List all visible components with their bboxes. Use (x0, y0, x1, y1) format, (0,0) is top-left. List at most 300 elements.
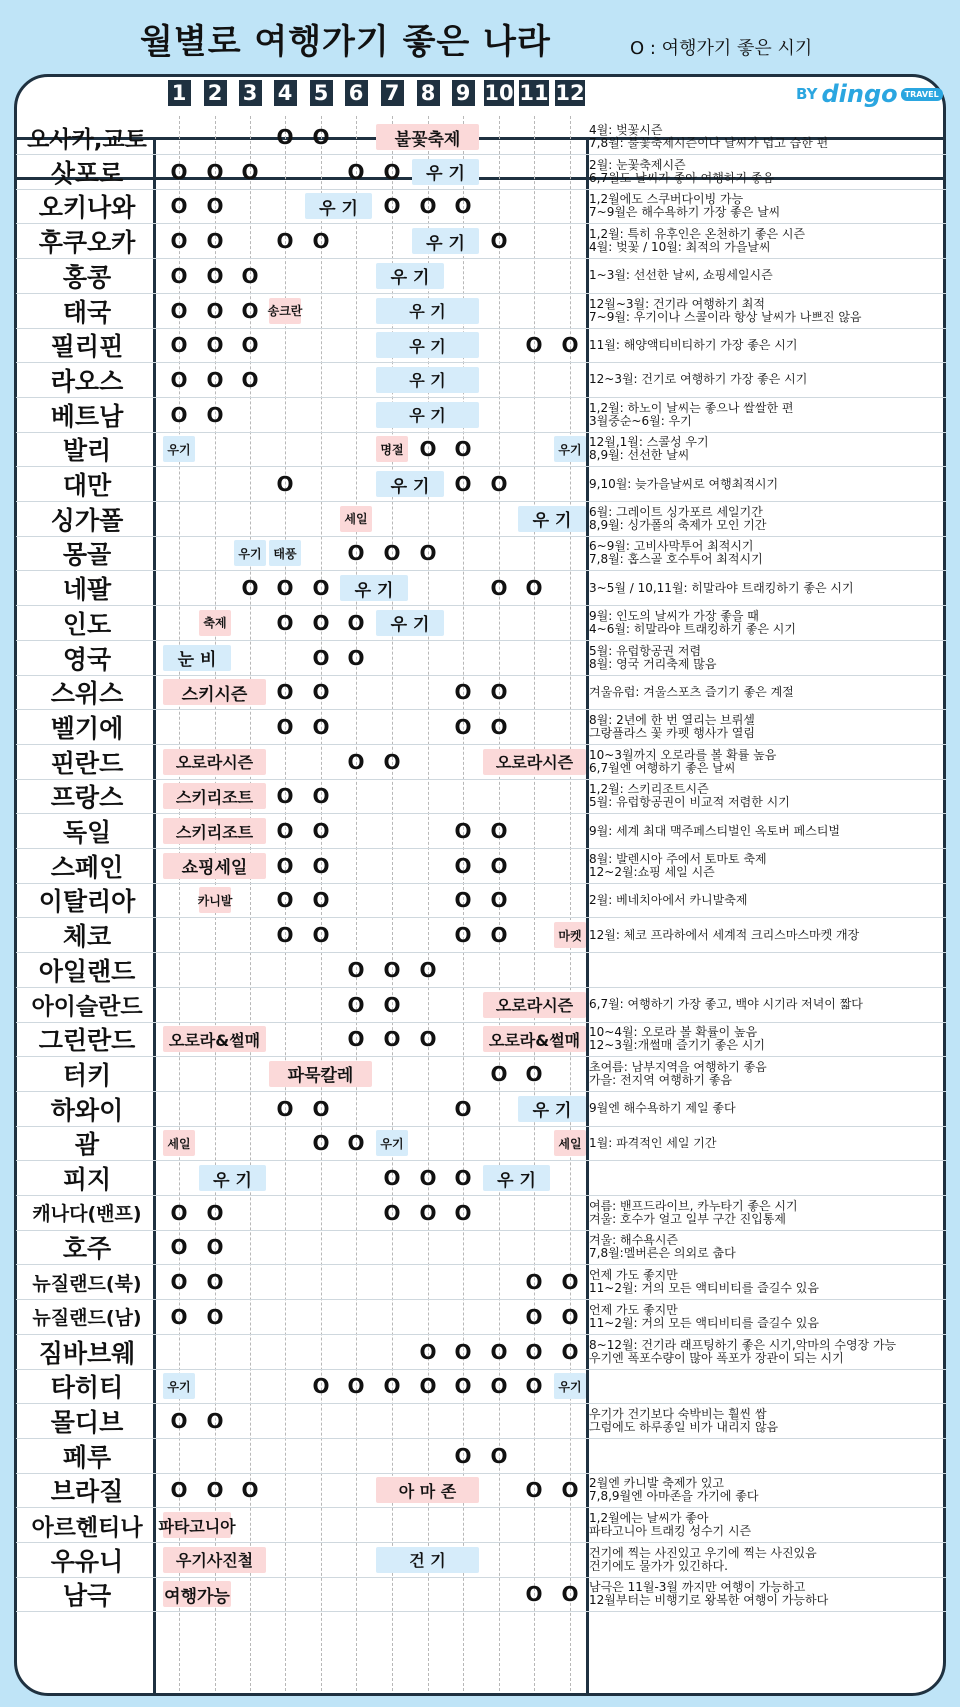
note-line: 겨울: 해수욕시즌 (589, 1233, 679, 1248)
good-month-mark: O (454, 472, 472, 496)
note-line: 그럼에도 하루종일 비가 내리지 않음 (589, 1419, 779, 1434)
country-note (589, 572, 939, 604)
country-name: 벨기에 (50, 713, 124, 743)
month-header-2: 2 (204, 80, 227, 106)
good-month-mark: O (419, 437, 437, 462)
good-month-mark: O (383, 992, 401, 1017)
season-band: 세일 (554, 1130, 586, 1156)
note-line: 7,8월: 불꽃축제시즌이나 날씨가 덥고 습한 편 (589, 136, 829, 150)
note-line: 1,2월: 하노이 날씨는 좋으나 쌀쌀한 편 (589, 400, 794, 415)
season-band: 우 기 (340, 575, 408, 601)
country-name: 피지 (62, 1165, 112, 1194)
good-month-mark: O (490, 923, 508, 948)
good-month-mark: O (170, 194, 188, 219)
note-line: 1,2월에는 날씨가 좋아 (589, 1511, 709, 1525)
country-name: 싱가폴 (50, 505, 124, 535)
season-band: 불꽃축제 (376, 124, 479, 150)
good-month-mark: O (383, 194, 401, 219)
good-month-mark: O (276, 714, 294, 739)
country-name: 브라질 (50, 1477, 124, 1507)
season-band: 우 기 (518, 506, 586, 532)
row-divider (16, 1611, 946, 1612)
country-note (589, 1058, 939, 1090)
good-month-mark: O (276, 680, 294, 705)
note-line: 9월엔 해수욕하기 제일 좋다 (589, 1101, 736, 1116)
country-note (589, 607, 939, 639)
note-line: 7,8월: 홉스골 호수투어 최적시기 (589, 552, 763, 567)
note-line: 10~4월: 오로라 볼 확률이 높음 (589, 1025, 758, 1040)
country-name: 발리 (62, 436, 112, 466)
good-month-mark: O (419, 957, 437, 982)
note-line: 초여름: 남부지역을 여행하기 좋음 (589, 1059, 767, 1074)
month-header-9: 9 (452, 80, 475, 106)
good-month-mark: O (276, 229, 294, 254)
country-name: 독일 (62, 818, 112, 847)
good-month-mark: O (525, 1374, 543, 1399)
good-month-mark: O (276, 610, 294, 635)
country-name: 뉴질랜드(북) (32, 1272, 142, 1295)
season-band: 우 기 (483, 1165, 550, 1191)
note-line: 12월부터는 비행기로 왕복한 여행이 가능하다 (589, 1593, 829, 1608)
note-line: 7,8,9월엔 아마존을 가기에 좋다 (589, 1489, 759, 1504)
good-month-mark: O (347, 992, 365, 1017)
good-month-mark: O (454, 923, 472, 948)
country-name: 대만 (62, 471, 112, 500)
good-month-mark: O (454, 1374, 472, 1399)
country-name: 체코 (62, 922, 112, 952)
good-month-mark: O (490, 1061, 508, 1086)
good-month-mark: O (490, 1374, 508, 1399)
country-note (589, 1266, 939, 1298)
good-month-mark: O (419, 1166, 437, 1190)
note-line: 겨울: 호수가 얼고 일부 구간 진입통제 (589, 1211, 786, 1226)
country-note (589, 433, 939, 465)
country-note (589, 711, 939, 743)
note-line: 8,9월: 싱가폴의 축제가 모인 기간 (589, 517, 767, 532)
country-note (589, 329, 939, 361)
country-name: 프랑스 (50, 783, 124, 813)
country-name: 핀란드 (50, 748, 124, 778)
good-month-mark: O (206, 1200, 224, 1225)
good-month-mark: O (454, 437, 472, 462)
country-note (589, 1231, 939, 1263)
note-line: 12월~3월: 건기라 여행하기 최적 (589, 296, 765, 311)
month-header-7: 7 (381, 80, 404, 106)
country-note (589, 156, 939, 188)
season-band: 우 기 (376, 471, 444, 497)
good-month-mark: O (525, 1270, 543, 1295)
season-band: 우 기 (376, 332, 479, 358)
good-month-mark: O (525, 1061, 543, 1086)
good-month-mark: O (312, 680, 330, 705)
good-month-mark: O (170, 333, 188, 358)
country-note (589, 746, 939, 778)
good-month-mark: O (206, 1235, 224, 1260)
country-note (589, 780, 939, 812)
good-month-mark: O (170, 367, 188, 392)
good-month-mark: O (206, 159, 224, 184)
season-band: 스키리조트 (163, 818, 266, 844)
good-month-mark: O (347, 1131, 365, 1156)
season-band: 우 기 (376, 263, 444, 289)
season-band: 우기 (163, 1373, 195, 1399)
country-name: 스위스 (50, 679, 124, 709)
season-band: 아 마 존 (376, 1477, 479, 1503)
country-name: 그린란드 (38, 1026, 136, 1056)
good-month-mark: O (419, 1027, 437, 1052)
good-month-mark: O (525, 576, 543, 601)
note-line: 4월: 벚꽃시즌 (589, 123, 663, 137)
note-line: 6,7월도 날씨가 좋아 여행하기 좋음 (589, 170, 775, 185)
country-name: 영국 (62, 644, 112, 674)
good-month-mark: O (241, 298, 259, 323)
country-note (589, 399, 939, 431)
country-note (589, 919, 939, 951)
good-month-mark: O (525, 1582, 543, 1607)
good-month-mark: O (206, 402, 224, 427)
season-band: 우기사진철 (163, 1547, 266, 1573)
good-month-mark: O (383, 159, 401, 184)
note-line: 11~2월: 거의 모든 액티비티를 즐길수 있음 (589, 1281, 819, 1296)
note-line: 1,2월: 스키리조트시즌 (589, 782, 709, 797)
country-name: 터키 (62, 1060, 112, 1090)
season-band: 우기 (163, 436, 195, 462)
good-month-mark: O (276, 784, 294, 809)
note-line: 10~3월까지 오로라를 볼 확률 높음 (589, 747, 777, 762)
good-month-mark: O (419, 194, 437, 219)
good-month-mark: O (490, 714, 508, 739)
good-month-mark: O (454, 1339, 472, 1364)
country-note (589, 190, 939, 222)
good-month-mark: O (312, 888, 330, 913)
country-note (589, 1544, 939, 1576)
good-month-mark: O (454, 1096, 472, 1121)
note-line: 6,7월엔 여행하기 좋은 날씨 (589, 760, 736, 775)
month-column-guide (356, 116, 357, 1691)
note-line: 남극은 11월-3월 까지만 여행이 가능하고 (589, 1580, 806, 1595)
good-month-mark: O (525, 1304, 543, 1329)
note-line: 2월: 눈꽃축제시즌 (589, 157, 686, 172)
good-month-mark: O (206, 367, 224, 392)
season-band: 우기 (554, 1373, 586, 1399)
season-band: 눈 비 (163, 645, 231, 671)
good-month-mark: O (170, 1270, 188, 1295)
note-line: 12~3월:개썰매 즐기기 좋은 시기 (589, 1038, 765, 1053)
good-month-mark: O (312, 645, 330, 670)
note-line: 7~9월: 우기이나 스콜이라 항상 날씨가 나쁘진 않음 (589, 309, 862, 324)
season-band: 우 기 (412, 228, 479, 254)
good-month-mark: O (170, 1235, 188, 1260)
good-month-mark: O (170, 402, 188, 427)
good-month-mark: O (241, 576, 259, 601)
season-band: 우 기 (376, 298, 479, 324)
country-name: 호주 (62, 1234, 112, 1264)
good-month-mark: O (312, 610, 330, 635)
note-line: 1월: 파격적인 세일 기간 (589, 1135, 717, 1150)
note-line: 5월: 유럽항공권이 비교적 저렴한 시기 (589, 795, 790, 810)
country-name: 괌 (74, 1130, 100, 1160)
note-line: 8월: 2년에 한 번 열리는 브뤼셀 (589, 712, 755, 727)
good-month-mark: O (206, 298, 224, 323)
good-month-mark: O (419, 1374, 437, 1399)
season-band: 축제 (199, 610, 231, 636)
note-line: 2월: 베네치아에서 카니발축제 (589, 892, 748, 907)
note-line: 1~3월: 선선한 날씨, 쇼핑세일시즌 (589, 268, 773, 283)
season-band: 명절 (376, 436, 408, 462)
good-month-mark: O (276, 576, 294, 601)
good-month-mark: O (347, 159, 365, 184)
good-month-mark: O (454, 1200, 472, 1225)
month-header-4: 4 (274, 80, 297, 106)
note-line: 7~9월은 해수욕하기 가장 좋은 날씨 (589, 205, 781, 220)
country-note (589, 1336, 939, 1368)
good-month-mark: O (561, 1478, 579, 1503)
good-month-mark: O (347, 1027, 365, 1052)
season-band: 오로라&썰매 (483, 1026, 586, 1052)
country-note (589, 468, 939, 500)
note-line: 가을: 전지역 여행하기 좋음 (589, 1072, 732, 1087)
note-line: 4월: 벚꽃 / 10월: 최적의 가을날씨 (589, 240, 771, 255)
note-line: 8,9월: 선선한 날씨 (589, 448, 690, 463)
note-line: 12~3월: 건기로 여행하기 가장 좋은 시기 (589, 372, 808, 387)
season-band: 카니발 (199, 887, 231, 913)
good-month-mark: O (490, 229, 508, 254)
legend: O : 여행가기 좋은 시기 (630, 38, 813, 59)
season-band: 오로라시즌 (483, 749, 586, 775)
country-note (589, 815, 939, 847)
season-band: 우 기 (376, 367, 479, 393)
season-band: 세일 (163, 1130, 195, 1156)
season-band: 우 기 (199, 1165, 266, 1191)
good-month-mark: O (454, 853, 472, 878)
good-month-mark: O (170, 298, 188, 323)
logo-sub: TRAVEL (901, 88, 943, 101)
good-month-mark: O (490, 888, 508, 913)
good-month-mark: O (347, 541, 365, 566)
good-month-mark: O (312, 125, 330, 149)
good-month-mark: O (561, 1582, 579, 1607)
good-month-mark: O (490, 819, 508, 843)
note-line: 우기엔 폭포수량이 많아 폭포가 장관이 되는 시기 (589, 1350, 844, 1365)
country-name: 베트남 (50, 401, 124, 431)
season-band: 우 기 (518, 1096, 586, 1122)
good-month-mark: O (241, 1478, 259, 1503)
good-month-mark: O (312, 1131, 330, 1156)
country-name: 짐바브웨 (38, 1338, 136, 1368)
note-line: 5월: 유럽항공권 저렴 (589, 643, 702, 658)
good-month-mark: O (454, 680, 472, 705)
good-month-mark: O (206, 1478, 224, 1503)
country-note (589, 537, 939, 569)
good-month-mark: O (490, 576, 508, 601)
note-line: 8~12월: 건기라 래프팅하기 좋은 시기,악마의 수영장 가능 (589, 1337, 897, 1352)
good-month-mark: O (454, 819, 472, 843)
country-name: 이탈리아 (38, 887, 136, 917)
month-header-1: 1 (168, 80, 191, 106)
good-month-mark: O (383, 1166, 401, 1190)
note-line: 12월: 체코 프라하에서 세계적 크리스마스마켓 개장 (589, 927, 860, 942)
country-note (589, 1197, 939, 1229)
country-name: 오키나와 (38, 193, 136, 223)
month-header-3: 3 (239, 80, 262, 106)
good-month-mark: O (312, 853, 330, 878)
month-header-12: 12 (555, 80, 585, 105)
good-month-mark: O (454, 1443, 472, 1468)
season-band: 여행가능 (163, 1581, 231, 1607)
good-month-mark: O (170, 229, 188, 254)
good-month-mark: O (276, 125, 294, 149)
good-month-mark: O (490, 680, 508, 705)
note-line: 건기에 찍는 사진있고 우기에 찍는 사진있음 (589, 1545, 817, 1560)
country-name: 인도 (62, 609, 112, 639)
season-band: 태풍 (269, 540, 301, 566)
country-note (589, 260, 939, 292)
country-note (589, 1578, 939, 1610)
good-month-mark: O (276, 853, 294, 878)
good-month-mark: O (170, 1304, 188, 1329)
good-month-mark: O (312, 1096, 330, 1121)
country-note (589, 642, 939, 674)
good-month-mark: O (206, 1270, 224, 1295)
country-name: 몰디브 (50, 1407, 124, 1437)
note-line: 6~9월: 고비사막투어 최적시기 (589, 539, 754, 554)
good-month-mark: O (170, 1408, 188, 1433)
note-line: 겨울유럽: 겨울스포츠 즐기기 좋은 계절 (589, 684, 794, 699)
good-month-mark: O (241, 367, 259, 392)
good-month-mark: O (312, 819, 330, 843)
country-name: 아일랜드 (38, 956, 136, 986)
note-line: 언제 가도 좋지만 (589, 1302, 678, 1317)
country-name: 아르헨티나 (31, 1514, 143, 1541)
month-header-10: 10 (484, 80, 514, 105)
logo-by: BY (796, 85, 818, 103)
country-name: 몽골 (62, 540, 112, 570)
good-month-mark: O (525, 1478, 543, 1503)
season-band: 우기 (554, 436, 586, 462)
country-note (589, 1127, 939, 1159)
season-band: 스키시즌 (163, 679, 266, 705)
country-name: 네팔 (62, 575, 112, 605)
season-band: 오로라&썰매 (163, 1026, 266, 1052)
note-line: 1,2월: 특히 유후인은 온천하기 좋은 시즌 (589, 227, 806, 242)
season-band: 세일 (340, 506, 372, 532)
good-month-mark: O (419, 541, 437, 566)
good-month-mark: O (383, 1027, 401, 1052)
good-month-mark: O (206, 229, 224, 254)
season-band: 마켓 (554, 922, 586, 948)
note-line: 건기에도 물가가 있긴하다. (589, 1558, 728, 1573)
good-month-mark: O (383, 749, 401, 774)
season-band: 우기 (234, 540, 266, 566)
good-month-mark: O (454, 194, 472, 219)
note-line: 1,2월에도 스쿠버다이빙 가능 (589, 192, 744, 207)
good-month-mark: O (312, 229, 330, 254)
good-month-mark: O (206, 1408, 224, 1433)
good-month-mark: O (347, 749, 365, 774)
country-note (589, 989, 939, 1021)
country-note (589, 1301, 939, 1333)
good-month-mark: O (454, 714, 472, 739)
good-month-mark: O (206, 263, 224, 288)
month-header-5: 5 (310, 80, 333, 106)
good-month-mark: O (206, 1304, 224, 1329)
good-month-mark: O (276, 923, 294, 948)
good-month-mark: O (383, 1374, 401, 1399)
country-name: 남극 (62, 1581, 112, 1611)
note-line: 3~5월 / 10,11월: 히말라야 트래킹하기 좋은 시기 (589, 580, 854, 595)
good-month-mark: O (419, 1200, 437, 1225)
note-line: 6월: 그레이트 싱가포르 세일기간 (589, 504, 763, 519)
note-line: 7,8월:멜버른은 의외로 춥다 (589, 1246, 736, 1261)
country-name: 페루 (62, 1442, 112, 1472)
month-header-8: 8 (417, 80, 440, 106)
season-band: 우 기 (376, 610, 444, 636)
season-band: 쇼핑세일 (163, 853, 266, 879)
good-month-mark: O (525, 1339, 543, 1364)
good-month-mark: O (276, 888, 294, 913)
dingo-travel-logo (796, 80, 943, 108)
good-month-mark: O (490, 1339, 508, 1364)
note-line: 9월: 세계 최대 맥주페스티벌인 옥토버 페스티벌 (589, 823, 840, 838)
note-line: 12~2월:쇼핑 세일 시즌 (589, 864, 715, 879)
country-note (589, 503, 939, 535)
country-note (589, 295, 939, 327)
good-month-mark: O (170, 1200, 188, 1225)
good-month-mark: O (312, 576, 330, 601)
note-line: 11~2월: 거의 모든 액티비티를 즐길수 있음 (589, 1315, 819, 1330)
good-month-mark: O (383, 1200, 401, 1225)
country-name: 필리핀 (50, 332, 124, 362)
good-month-mark: O (383, 957, 401, 982)
season-band: 송크란 (269, 298, 301, 324)
note-line: 12월,1월: 스콜성 우기 (589, 435, 709, 450)
country-note (589, 1405, 939, 1437)
country-note (589, 850, 939, 882)
country-note (589, 676, 939, 708)
country-note (589, 1023, 939, 1055)
country-name: 스페인 (50, 852, 124, 882)
good-month-mark: O (490, 472, 508, 496)
good-month-mark: O (525, 333, 543, 358)
month-header-11: 11 (519, 80, 549, 105)
logo-brand: dingo (821, 80, 898, 108)
season-band: 오로라시즌 (483, 992, 586, 1018)
good-month-mark: O (206, 333, 224, 358)
season-band: 파묵칼레 (269, 1061, 372, 1087)
good-month-mark: O (347, 645, 365, 670)
country-name: 후쿠오카 (38, 228, 136, 258)
country-note (589, 1474, 939, 1506)
season-band: 건 기 (376, 1547, 479, 1573)
country-name: 뉴질랜드(남) (32, 1307, 142, 1330)
note-line: 11월: 해양액티비티하기 가장 좋은 시기 (589, 337, 798, 352)
good-month-mark: O (312, 784, 330, 809)
country-note (589, 1093, 939, 1125)
note-line: 9월: 인도의 날씨가 가장 좋을 때 (589, 608, 759, 623)
season-band: 스키리조트 (163, 783, 266, 809)
note-line: 4~6월: 히말라야 트래킹하기 좋은 시기 (589, 621, 796, 636)
good-month-mark: O (276, 1096, 294, 1121)
country-name: 아이슬란드 (31, 994, 143, 1020)
note-line: 3월중순~6월: 우기 (589, 413, 692, 428)
note-line: 언제 가도 좋지만 (589, 1268, 678, 1283)
good-month-mark: O (561, 1270, 579, 1295)
note-line: 그랑플라스 꽃 카펫 행사가 열림 (589, 725, 755, 740)
good-month-mark: O (490, 853, 508, 878)
good-month-mark: O (170, 159, 188, 184)
page-title: 월별로 여행가기 좋은 나라 (140, 22, 551, 62)
good-month-mark: O (454, 888, 472, 913)
